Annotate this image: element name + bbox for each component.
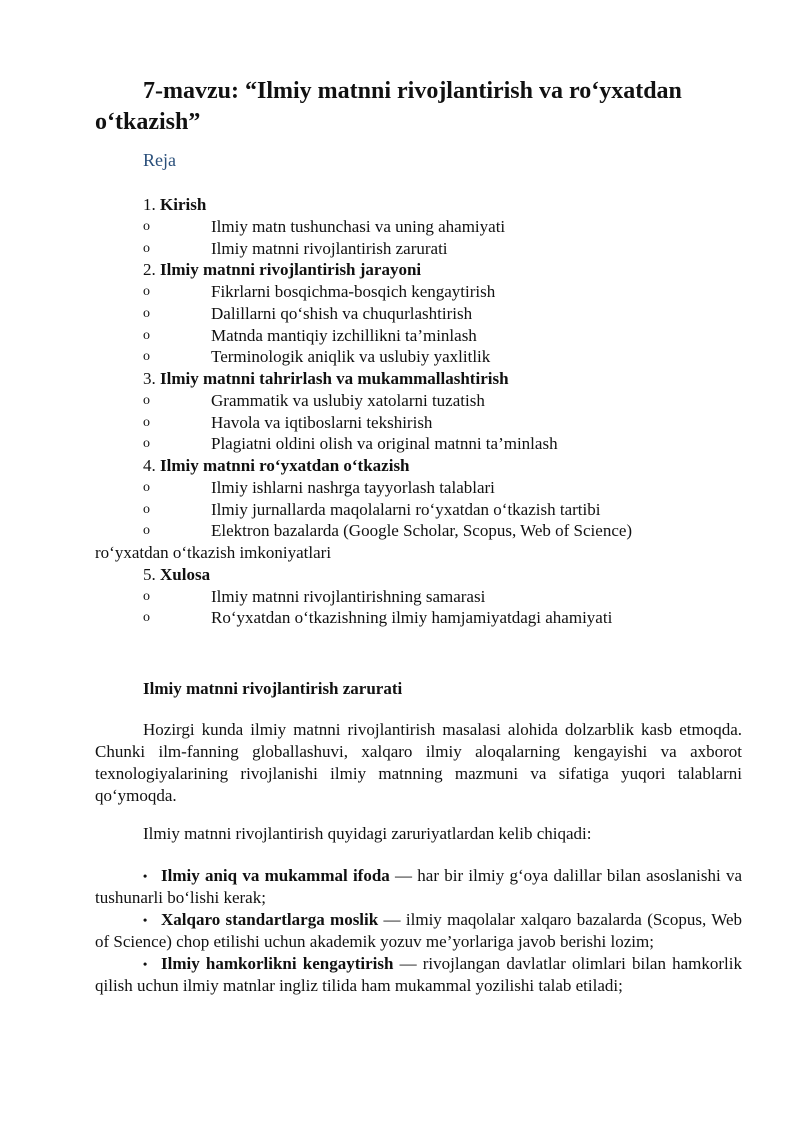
outline-item-text: Havola va iqtiboslarni tekshirish bbox=[211, 412, 433, 432]
title-prefix: 7-mavzu bbox=[143, 78, 231, 104]
section-heading: Ilmiy matnni rivojlantirish zarurati bbox=[143, 679, 403, 698]
bullet-item-title: Ilmiy hamkorlikni kengaytirish bbox=[161, 954, 394, 973]
circle-bullet-icon: o bbox=[143, 240, 150, 256]
outline-item bbox=[95, 499, 715, 521]
outline-item bbox=[95, 390, 715, 412]
outline-item bbox=[95, 433, 715, 455]
outline-item bbox=[95, 325, 715, 347]
outline-item-text: Matnda mantiqiy izchillikni ta’minlash bbox=[211, 325, 477, 345]
circle-bullet-icon: o bbox=[143, 284, 150, 299]
bullet-item bbox=[95, 865, 742, 909]
outline-item-text: Dalillarni qo‘shish va chuqurlashtirish bbox=[211, 303, 473, 323]
circle-bullet-icon: o bbox=[143, 327, 150, 343]
circle-bullet-icon: o bbox=[143, 436, 150, 452]
circle-bullet-icon: o bbox=[143, 501, 150, 517]
outline-item bbox=[95, 477, 715, 499]
outline-item-continuation: ro‘yxatdan o‘tkazish imkoniyatlari bbox=[95, 543, 332, 562]
bullet-item bbox=[95, 909, 742, 953]
outline-item bbox=[95, 216, 715, 238]
outline-item bbox=[95, 303, 715, 325]
outline-heading-text: Ilmiy matnni tahrirlash va mukammallashtirish bbox=[160, 369, 509, 388]
outline-item-text: Ilmiy ishlarni nashrga tayyorlash talablari bbox=[211, 477, 495, 497]
circle-bullet-icon: o bbox=[143, 392, 150, 408]
outline-item bbox=[95, 520, 715, 542]
bullet-item-title: Ilmiy aniq va mukammal ifoda bbox=[161, 866, 390, 885]
outline-number: 4. bbox=[143, 456, 160, 475]
outline-number: 2. bbox=[143, 260, 160, 280]
plan-label: Reja bbox=[143, 150, 176, 170]
outline-item-text: Elektron bazalarda (Google Scholar, Scopus, Web of Science) bbox=[211, 521, 633, 541]
paragraph-1: Hozirgi kunda ilmiy matnni rivojlantirish masalasi alohida dolzarblik kasb etmoqda. Chunki ilm-fanning globallashuvi, xalqaro ilmiy aloqalarning kengayishi va axborot texnologiyalarining rivojlanishi ilmiy matnning mazmuni va sifatiga yuqori talablarni qo‘ymoqda. bbox=[95, 720, 742, 805]
circle-bullet-icon: o bbox=[143, 305, 150, 321]
circle-bullet-icon: o bbox=[143, 523, 150, 539]
bullet-item-text: — rivojlangan davlatlar olimlari bilan hamkorlik qilish uchun ilmiy matnlar ingliz tilida ham mukammal yozilishi talab etiladi; bbox=[95, 954, 742, 995]
outline-heading bbox=[95, 259, 715, 281]
outline-item-text: Ilmiy jurnallarda maqolalarni ro‘yxatdan o‘tkazish tartibi bbox=[211, 499, 601, 519]
outline-heading bbox=[95, 368, 715, 390]
outline-number: 1. bbox=[143, 195, 160, 214]
outline-item bbox=[95, 238, 715, 260]
paragraph-2: Ilmiy matnni rivojlantirish quyidagi zaruriyatlardan kelib chiqadi: bbox=[143, 824, 592, 843]
outline-item bbox=[95, 586, 715, 608]
circle-bullet-icon: o bbox=[143, 610, 150, 626]
outline-item bbox=[95, 346, 715, 368]
outline-heading-text: Ilmiy matnni rivojlantirish jarayoni bbox=[160, 260, 422, 280]
outline-heading bbox=[95, 564, 715, 586]
circle-bullet-icon: o bbox=[143, 349, 150, 365]
outline-item-text: Ilmiy matnni rivojlantirishning samarasi bbox=[211, 586, 486, 606]
circle-bullet-icon: o bbox=[143, 588, 150, 604]
outline-heading bbox=[95, 194, 715, 216]
bullet-item bbox=[95, 953, 742, 997]
outline-item-text: Ilmiy matn tushunchasi va uning ahamiyati bbox=[211, 216, 506, 236]
outline-item bbox=[95, 281, 715, 303]
outline-item bbox=[95, 607, 715, 629]
circle-bullet-icon: o bbox=[143, 218, 150, 234]
outline-number: 5. bbox=[143, 564, 160, 584]
outline-heading bbox=[95, 455, 715, 477]
outline-item-text: Grammatik va uslubiy xatolarni tuzatish bbox=[211, 390, 485, 410]
bullet-list bbox=[95, 865, 742, 997]
title-rest: : “Ilmiy matnni rivojlantirish va ro‘yxatdan o‘tkazish” bbox=[95, 78, 682, 135]
circle-bullet-icon: o bbox=[143, 479, 150, 495]
outline-list bbox=[95, 194, 715, 629]
bullet-dot-icon: • bbox=[143, 869, 148, 883]
outline-item-text: Terminologik aniqlik va uslubiy yaxlitlik bbox=[211, 347, 491, 367]
page-title bbox=[95, 76, 715, 138]
outline-item-text: Fikrlarni bosqichma-bosqich kengaytirish bbox=[211, 282, 496, 301]
circle-bullet-icon: o bbox=[143, 414, 150, 430]
outline-heading-text: Xulosa bbox=[160, 564, 211, 584]
outline-item bbox=[95, 412, 715, 434]
outline-item-text: Ro‘yxatdan o‘tkazishning ilmiy hamjamiyatdagi ahamiyati bbox=[211, 608, 613, 628]
outline-heading-text: Ilmiy matnni ro‘yxatdan o‘tkazish bbox=[160, 456, 410, 475]
outline-number: 3. bbox=[143, 369, 160, 388]
bullet-item-text: — har bir ilmiy g‘oya dalillar bilan asoslanishi va tushunarli bo‘lishi kerak; bbox=[95, 866, 742, 907]
bullet-item-text: — ilmiy maqolalar xalqaro bazalarda (Scopus, Web of Science) chop etilishi uchun akademik yozuv me’yorlariga javob berishi lozim; bbox=[95, 910, 742, 951]
outline-item-text: Ilmiy matnni rivojlantirish zarurati bbox=[211, 238, 448, 258]
outline-heading-text: Kirish bbox=[160, 195, 207, 214]
bullet-item-title: Xalqaro standartlarga moslik bbox=[161, 910, 379, 929]
outline-item-text: Plagiatni oldini olish va original matnni ta’minlash bbox=[211, 434, 558, 454]
bullet-dot-icon: • bbox=[143, 957, 148, 971]
bullet-dot-icon: • bbox=[143, 913, 148, 927]
